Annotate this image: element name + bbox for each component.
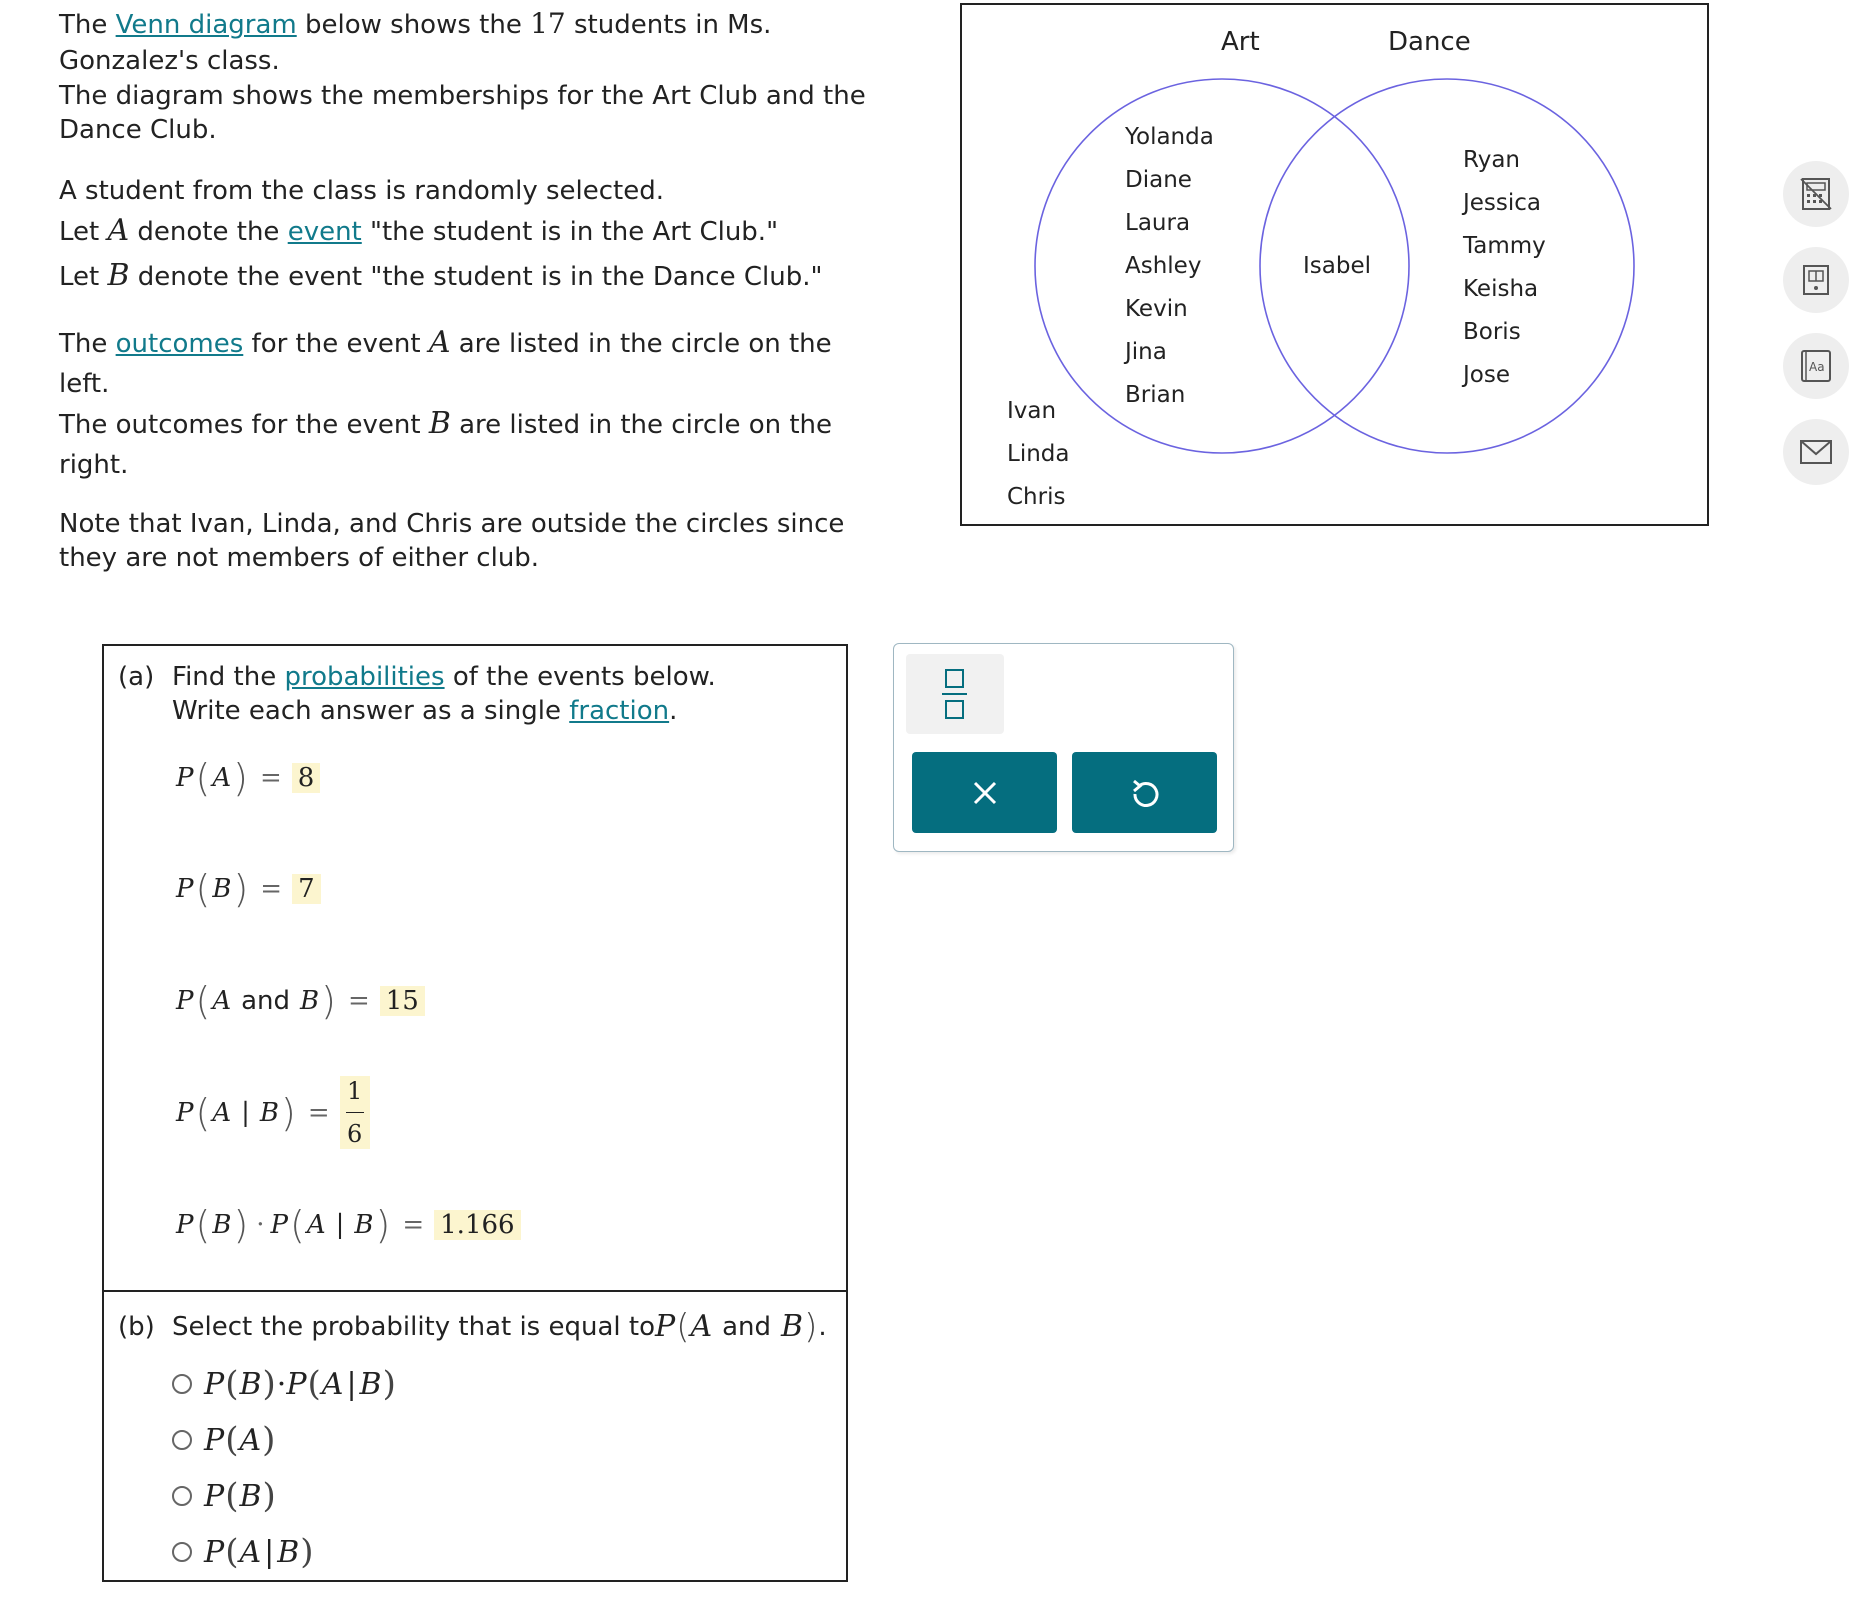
problem-intro: The Venn diagram below shows the 17 students in Ms. Gonzalez's class. The diagram shows the memberships for the Art Club and the Dance Club. A student from the class is randomly selected. Let A denote the event "the student is in the Art Club." Let B denote the event "the student is in the Dance Club." The outcomes for the event A are listed in the circle on the left. The outcomes for the event B are listed in the circle on the right. Note that Ivan, Linda, and Chris are outside the circles since they are not members of either club. — [59, 6, 899, 575]
intro-paragraph-6: The outcomes for the event A are listed in the circle on the — [59, 325, 832, 360]
dance-label: Dance — [1388, 27, 1471, 57]
part-a-label: (a) — [118, 662, 155, 692]
art-only-name: Brian — [1125, 382, 1186, 408]
both-name: Isabel — [1303, 253, 1372, 279]
calculator-icon — [1799, 177, 1833, 211]
event-link[interactable]: event — [287, 217, 362, 247]
p-a-given-b-row: P ( A | B ) = $\frac{1}{6}$ — [176, 1076, 370, 1149]
fraction-template-button[interactable] — [906, 654, 1004, 734]
radio-button[interactable] — [172, 1542, 192, 1562]
close-icon — [970, 778, 1000, 808]
dictionary-icon — [1798, 348, 1834, 384]
neither-name: Ivan — [1007, 398, 1057, 424]
intro-paragraph-2: The diagram shows the memberships for the Art Club and the — [59, 81, 866, 111]
art-only-name: Kevin — [1125, 296, 1188, 322]
dictionary-button[interactable] — [1783, 333, 1849, 399]
answer-tools-panel — [893, 643, 1234, 852]
venn-diagram — [960, 3, 1709, 526]
part-b-question: Select the probability that is equal to P ( A and B ) . — [172, 1307, 827, 1347]
product-answer[interactable]: 1.166 — [434, 1210, 520, 1240]
art-only-name: Jina — [1125, 339, 1167, 365]
art-only-name: Laura — [1125, 210, 1191, 236]
p-b-answer[interactable]: 7 — [292, 874, 321, 904]
fraction-link[interactable]: fraction — [569, 696, 670, 726]
intro-paragraph-1: The Venn diagram below shows the 17 students in Ms. — [59, 7, 772, 40]
dance-only-name: Jessica — [1463, 190, 1542, 216]
art-only-name: Diane — [1125, 167, 1192, 193]
art-label: Art — [1221, 27, 1260, 57]
outcomes-link[interactable]: outcomes — [115, 329, 244, 359]
radio-button[interactable] — [172, 1374, 192, 1394]
undo-button[interactable] — [1072, 752, 1217, 833]
neither-name: Chris — [1007, 484, 1066, 510]
radio-button[interactable] — [172, 1430, 192, 1450]
product-row: P ( B ) · P ( A | B ) = 1.166 — [176, 1203, 521, 1247]
intro-paragraph-5: Let B denote the event "the student is in the Dance Club." — [59, 258, 823, 293]
undo-icon — [1129, 777, 1161, 809]
art-only-name: Yolanda — [1125, 124, 1214, 150]
intro-paragraph-8: Note that Ivan, Linda, and Chris are outside the circles since — [59, 509, 845, 539]
message-button[interactable] — [1783, 419, 1849, 485]
venn-diagram-link[interactable]: Venn diagram — [115, 10, 297, 40]
neither-name: Linda — [1007, 441, 1070, 467]
dance-only-name: Keisha — [1463, 276, 1539, 302]
student-count: 17 — [530, 7, 566, 40]
part-a-panel — [102, 644, 848, 1292]
fraction-template-icon — [906, 654, 1004, 734]
part-b-label: (b) — [118, 1312, 155, 1342]
p-a-answer[interactable]: 8 — [292, 763, 321, 793]
p-a-and-b-answer[interactable]: 15 — [380, 986, 425, 1016]
dance-only-name: Tammy — [1463, 233, 1546, 259]
option-pa[interactable]: P ( A ) — [172, 1420, 276, 1460]
art-only-name: Ashley — [1125, 253, 1202, 279]
part-a-instruction-2: Write each answer as a single fraction. — [172, 696, 678, 726]
part-b-panel — [102, 1290, 848, 1582]
intro-paragraph-7: The outcomes for the event B are listed in the circle on the — [59, 406, 833, 441]
p-a-given-b-answer[interactable] — [340, 1076, 370, 1149]
option-pb-times-pagb[interactable]: P ( B ) · P ( A | B ) — [172, 1364, 397, 1404]
mail-icon — [1798, 434, 1834, 470]
dance-only-name: Jose — [1463, 362, 1510, 388]
probabilities-link[interactable]: probabilities — [284, 662, 445, 692]
svg-text:Aa: Aa — [1809, 360, 1825, 374]
radio-button[interactable] — [172, 1486, 192, 1506]
fraction-denominator: 6 — [346, 1120, 363, 1148]
calculator-button[interactable] — [1783, 161, 1849, 227]
reference-button[interactable] — [1783, 247, 1849, 313]
part-a-instruction-1: Find the probabilities of the events below. — [172, 662, 716, 692]
p-a-and-b-row: P ( A and B ) = 15 — [176, 979, 425, 1023]
dance-only-name: Boris — [1463, 319, 1521, 345]
fraction-numerator: 1 — [346, 1077, 363, 1105]
option-pb[interactable]: P ( B ) — [172, 1476, 277, 1516]
intro-paragraph-3: A student from the class is randomly selected. — [59, 176, 664, 206]
clear-button[interactable] — [912, 752, 1057, 833]
intro-paragraph-4: Let A denote the event "the student is in the Art Club." — [59, 213, 779, 248]
dance-only-name: Ryan — [1463, 147, 1521, 173]
p-b-row: P ( B ) = 7 — [176, 867, 321, 911]
p-a-row: P ( A ) = 8 — [176, 756, 320, 800]
reference-book-icon — [1799, 263, 1833, 297]
option-pagb[interactable]: P ( A | B ) — [172, 1532, 315, 1572]
